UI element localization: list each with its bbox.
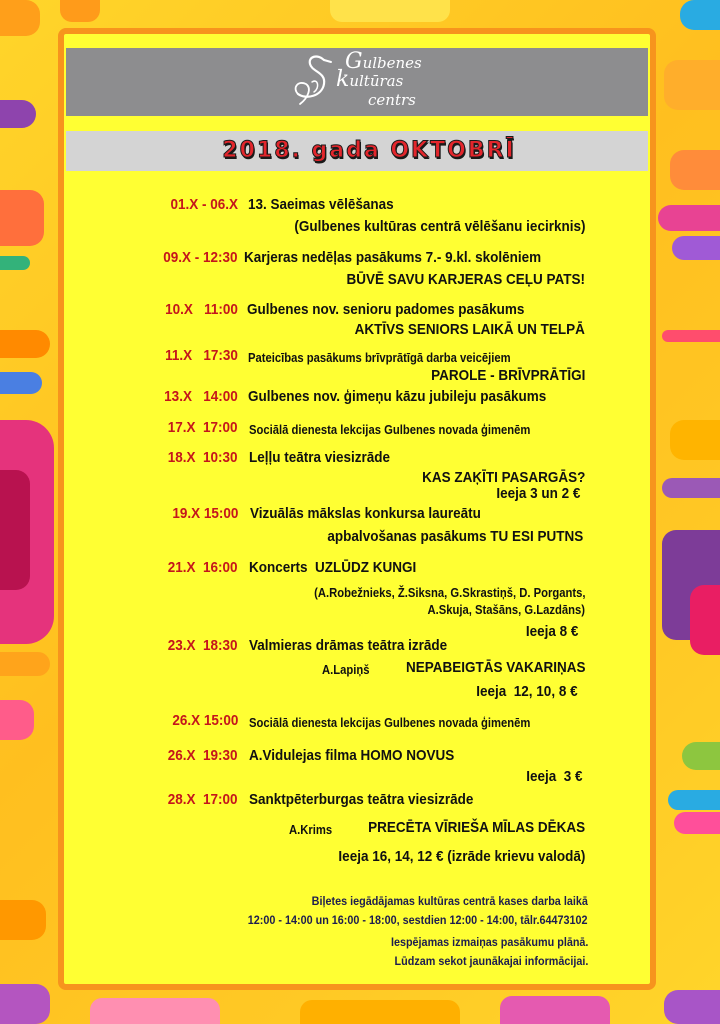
background-stripe (664, 60, 720, 110)
background-stripe (330, 0, 450, 22)
event-3-date: 10.X 11:00 (165, 301, 238, 318)
background-stripe (690, 585, 720, 655)
background-stripe (670, 150, 720, 190)
event-7-title: Leļļu teātra viesizrāde (249, 449, 391, 466)
event-7-headline: KAS ZAĶĪTI PASARGĀS? (421, 469, 585, 486)
event-13-price: Ieeja 16, 14, 12 € (izrāde krievu valodā) (338, 848, 585, 865)
event-6-date: 17.X 17:00 (168, 419, 238, 436)
event-10-headline: NEPABEIGTĀS VAKARIŅAS (405, 659, 585, 676)
background-stripe (60, 0, 100, 22)
background-stripe (662, 478, 720, 498)
background-stripe (500, 996, 610, 1024)
event-4-date: 11.X 17:30 (165, 347, 238, 364)
event-8-date: 19.X 15:00 (171, 505, 238, 522)
background-stripe (658, 205, 720, 231)
event-13-title: Sanktpēterburgas teātra viesizrāde (249, 791, 474, 808)
footer-line: Iespējamas izmaiņas pasākumu plānā. (390, 935, 588, 949)
event-10-title: Valmieras drāmas teātra izrāde (249, 637, 448, 654)
event-3-title: Gulbenes nov. senioru padomes pasākums (247, 301, 525, 318)
background-stripe (0, 330, 50, 358)
logo-text-line2: kultūras (336, 67, 404, 92)
background-stripe (0, 190, 44, 246)
background-stripe (0, 652, 50, 676)
event-13-headline: PRECĒTA VĪRIEŠA MĪLAS DĒKAS (367, 819, 585, 836)
event-13-author: A.Krims (289, 823, 333, 837)
logo-text-line1: Gulbenes (345, 49, 422, 74)
event-4-title: Pateicības pasākums brīvprātīgā darba veicējiem (248, 351, 511, 365)
event-9-title: Koncerts UZLŪDZ KUNGI (249, 559, 417, 576)
event-3-headline: AKTĪVS SENIORS LAIKĀ UN TELPĀ (354, 321, 585, 338)
event-12-price: Ieeja 3 € (526, 768, 583, 785)
event-8-subtitle: apbalvošanas pasākums TU ESI PUTNS (327, 528, 583, 545)
event-9-performers-line2: A.Skuja, Stašāns, G.Lazdāns) (427, 603, 585, 617)
event-7-price: Ieeja 3 un 2 € (495, 485, 580, 502)
footer-line: Biļetes iegādājamas kultūras centrā kases darba laikā (311, 894, 588, 908)
background-stripe (674, 812, 720, 834)
event-2-headline: BŪVĒ SAVU KARJERAS CEĻU PATS! (346, 271, 585, 288)
event-5-title: Gulbenes nov. ģimeņu kāzu jubileju pasākums (248, 388, 547, 405)
event-10-price: Ieeja 12, 10, 8 € (476, 683, 578, 700)
event-9-price: Ieeja 8 € (525, 623, 578, 640)
background-stripe (682, 742, 720, 770)
swan-logo-icon (290, 52, 338, 110)
background-stripe (670, 420, 720, 460)
event-4-headline: PAROLE - BRĪVPRĀTĪGI (430, 367, 585, 384)
background-stripe (0, 0, 40, 36)
event-1-date: 01.X - 06.X (170, 196, 238, 213)
footer-line: Lūdzam sekot jaunākajai informācijai. (394, 954, 588, 968)
event-12-title: A.Vidulejas filma HOMO NOVUS (249, 747, 455, 764)
background-stripe (664, 990, 720, 1024)
background-stripe (0, 900, 46, 940)
background-stripe (0, 372, 42, 394)
event-5-date: 13.X 14:00 (164, 388, 238, 405)
background-stripe (680, 0, 720, 30)
background-stripe (0, 984, 50, 1024)
background-stripe (0, 100, 36, 128)
event-10-author: A.Lapiņš (322, 663, 370, 677)
event-1-note: (Gulbenes kultūras centrā vēlēšanu iecirknis) (293, 218, 585, 235)
event-10-date: 23.X 18:30 (168, 637, 238, 654)
logo-text-line3: centrs (368, 91, 416, 109)
background-stripe (0, 470, 30, 590)
event-2-date: 09.X - 12:30 (163, 249, 238, 266)
footer-line: 12:00 - 14:00 un 16:00 - 18:00, sestdien 12:00 - 14:00, tālr.64473102 (248, 913, 588, 927)
background-stripe (0, 256, 30, 270)
event-1-title: 13. Saeimas vēlēšanas (248, 196, 394, 213)
event-12-date: 26.X 19:30 (168, 747, 238, 764)
event-13-date: 28.X 17:00 (168, 791, 238, 808)
event-7-date: 18.X 10:30 (168, 449, 238, 466)
event-6-title: Sociālā dienesta lekcijas Gulbenes novada ģimenēm (249, 423, 531, 437)
background-stripe (90, 998, 220, 1024)
event-2-title: Karjeras nedēļas pasākums 7.- 9.kl. skolēniem (244, 249, 542, 266)
background-stripe (668, 790, 720, 810)
event-11-date: 26.X 15:00 (171, 712, 238, 729)
background-stripe (672, 236, 720, 260)
event-9-performers-line1: (A.Robežnieks, Ž.Siksna, G.Skrastiņš, D. Porgants, (313, 586, 585, 600)
background-stripe (0, 700, 34, 740)
month-title: 2018. gada OKTOBRĪ (222, 138, 516, 163)
event-9-date: 21.X 16:00 (168, 559, 238, 576)
background-stripe (300, 1000, 460, 1024)
event-8-title: Vizuālās mākslas konkursa laureātu (250, 505, 481, 522)
background-stripe (662, 330, 720, 342)
event-11-title: Sociālā dienesta lekcijas Gulbenes novada ģimenēm (249, 716, 531, 730)
